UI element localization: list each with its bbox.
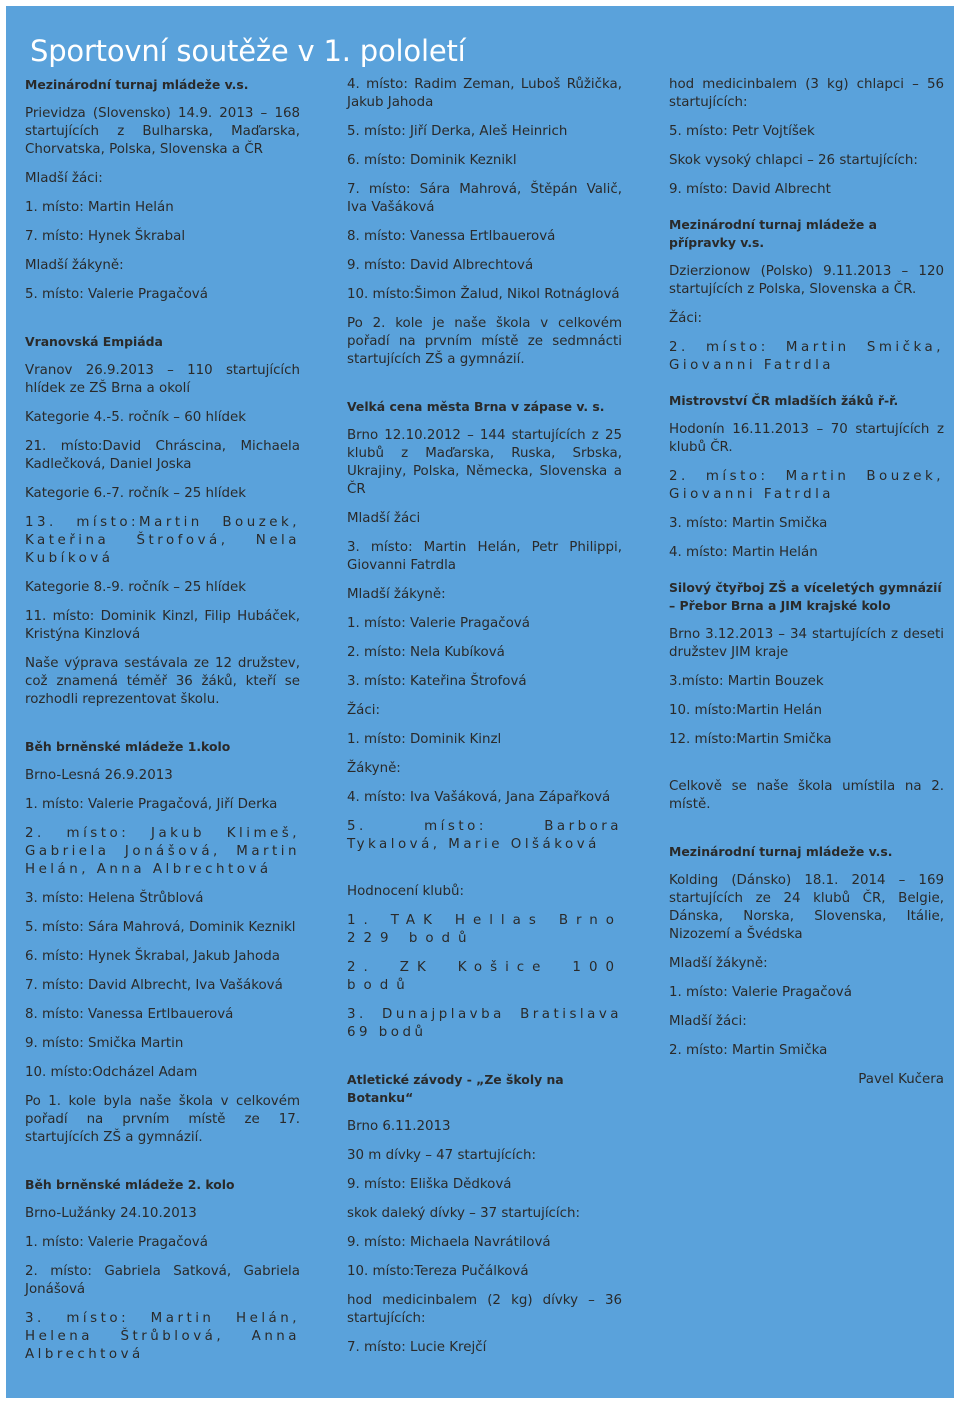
text-line: 2. místo: Nela Kubíková [347,645,505,660]
text-line: 3. místo: Kateřina Štrofová [347,674,527,689]
text-line: 1. místo: Valerie Pragačová [669,985,852,1000]
text-line: Po 1. kole byla naše škola v celkovém pořadí na prvním místě ze 17. startujících ZŠ a gymnázií. [25,1094,300,1145]
text-line: 11. místo: Dominik Kinzl, Filip Hubáček, Kristýna Kinzlová [25,609,300,642]
text-line: 1. TAK Hellas Brno 229 bodů [347,913,622,946]
section-heading: Běh brněnské mládeže 1.kolo [25,739,231,754]
text-line: 8. místo: Vanessa Ertlbauerová [347,229,556,244]
text-line: 3. Dunajplavba Bratislava 69 bodů [347,1007,622,1040]
text-line: 30 m dívky – 47 startujících: [347,1148,537,1163]
text-line: 10. místo:Martin Helán [669,703,822,718]
text-line: Žákyně: [347,761,401,776]
text-line: 13. místo:Martin Bouzek, Kateřina Štrofová, Nela Kubíková [25,515,300,566]
text-line: 2. místo: Martin Bouzek, Giovanni Fatrdla [669,469,944,502]
text-line: Hodnocení klubů: [347,884,464,899]
text-line: 5. místo: Barbora Tykalová, Marie Olšáková [347,819,622,852]
section-heading: Mezinárodní turnaj mládeže v.s. [669,844,893,859]
text-line: 10. místo:Odcházel Adam [25,1065,198,1080]
text-line: 5. místo: Petr Vojtíšek [669,124,815,139]
spacer [25,315,300,333]
text-line: Brno 6.11.2013 [347,1119,451,1134]
text-line: 3. místo: Martin Smička [669,516,828,531]
text-line: 5. místo: Valerie Pragačová [25,287,208,302]
text-line: 8. místo: Vanessa Ertlbauerová [25,1007,234,1022]
text-line: Kategorie 8.-9. ročník – 25 hlídek [25,580,246,595]
section-heading: Silový čtyřboj ZŠ a víceletých gymnázií – Přebor Brna a JIM krajské kolo [669,580,942,613]
text-line: 7. místo: Sára Mahrová, Štěpán Valič, Iva Vašáková [347,182,622,215]
text-line: Žáci: [347,703,380,718]
text-line: Mladší žáci: [25,171,103,186]
text-line: skok daleký dívky – 37 startujících: [347,1206,580,1221]
text-line: Celkově se naše škola umístila na 2. místě. [669,779,944,812]
text-line: 10. místo:Šimon Žalud, Nikol Rotnáglová [347,287,620,302]
page [6,6,954,1398]
column-2 [347,76,622,1368]
section-heading: Atletické závody - „Ze školy na Botanku“ [347,1072,564,1105]
text-line: 2. ZK Košice 100 bodů [347,960,622,993]
text-line: 6. místo: Dominik Keznikl [347,153,517,168]
text-line: Dzierzionow (Polsko) 9.11.2013 – 120 startujících z Polska, Slovenska a ČR. [669,264,944,297]
text-line: Hodonín 16.11.2013 – 70 startujících z klubů ČR. [669,422,944,455]
text-line: 1. místo: Dominik Kinzl [347,732,502,747]
column-3 [669,76,944,1100]
text-line: 9. místo: David Albrecht [669,182,831,197]
text-line: Mladší žákyně: [25,258,124,273]
text-line: 7. místo: Hynek Škrabal [25,229,186,244]
text-line: Žáci: [669,311,702,326]
text-line: 1. místo: Valerie Pragačová [25,1235,208,1250]
text-line: Naše výprava sestávala ze 12 družstev, což znamená téměř 36 žáků, kteří se rozhodli reprezentovat školu. [25,656,300,707]
text-line: Pavel Kučera [858,1072,944,1087]
section-heading: Mezinárodní turnaj mládeže a přípravky v.s. [669,217,877,250]
spacer [669,760,944,778]
text-line: 5. místo: Jiří Derka, Aleš Heinrich [347,124,568,139]
section-heading: Mistrovství ČR mladších žáků ř-ř. [669,393,899,408]
spacer [347,1053,622,1071]
text-line: 5. místo: Sára Mahrová, Dominik Keznikl [25,920,296,935]
text-line: 2. místo: Martin Smička, Giovanni Fatrdla [669,340,944,373]
text-line: 10. místo:Tereza Pučálková [347,1264,529,1279]
spacer [347,865,622,883]
text-line: 9. místo: Michaela Navrátilová [347,1235,551,1250]
text-line: Vranov 26.9.2013 – 110 startujících hlídek ze ZŠ Brna a okolí [25,363,300,396]
text-line: 3. místo: Martin Helán, Helena Štrůblová, Anna Albrechtová [25,1311,300,1362]
text-line: Brno-Lesná 26.9.2013 [25,768,173,783]
text-line: 2. místo: Jakub Klimeš, Gabriela Jonášová, Martin Helán, Anna Albrechtová [25,826,300,877]
section-heading: Mezinárodní turnaj mládeže v.s. [25,77,249,92]
text-line: 2. místo: Martin Smička [669,1043,828,1058]
text-line: 21. místo:David Chráscina, Michaela Kadlečková, Daniel Joska [25,439,300,472]
text-line: Mladší žákyně: [669,956,768,971]
column-1 [25,76,300,1375]
text-line: 4. místo: Iva Vašáková, Jana Zápařková [347,790,611,805]
page-title: Sportovní soutěže v 1. pololetí [30,34,466,68]
text-line: 4. místo: Martin Helán [669,545,818,560]
text-line: 2. místo: Gabriela Satková, Gabriela Jonášová [25,1264,300,1297]
text-line: Brno-Lužánky 24.10.2013 [25,1206,197,1221]
text-line: 9. místo: Smička Martin [25,1036,184,1051]
text-line: Kategorie 6.-7. ročník – 25 hlídek [25,486,246,501]
text-line: 6. místo: Hynek Škrabal, Jakub Jahoda [25,949,280,964]
text-line: Kolding (Dánsko) 18.1. 2014 – 169 startujících ze 24 klubů ČR, Belgie, Dánska, Norska, Slovenska, Itálie, Nizozemí a Švédska [669,873,944,942]
section-heading: Vranovská Empiáda [25,334,163,349]
section-heading: Velká cena města Brna v zápase v. s. [347,399,605,414]
section-heading: Běh brněnské mládeže 2. kolo [25,1177,235,1192]
text-line: Po 2. kole je naše škola v celkovém pořadí na prvním místě ze sedmnácti startujících ZŠ a gymnázií. [347,316,622,367]
text-line: 1. místo: Martin Helán [25,200,174,215]
text-line: 9. místo: Eliška Dědková [347,1177,512,1192]
text-line: 1. místo: Valerie Pragačová [347,616,530,631]
text-line: 1. místo: Valerie Pragačová, Jiří Derka [25,797,278,812]
spacer [25,1158,300,1176]
text-line: Kategorie 4.-5. ročník – 60 hlídek [25,410,246,425]
spacer [669,825,944,843]
text-line: Brno 12.10.2012 – 144 startujících z 25 klubů z Maďarska, Ruska, Srbska, Ukrajiny, Polska, Německa, Slovenska a ČR [347,428,622,497]
text-line: Mladší žáci [347,511,421,526]
text-line: 4. místo: Radim Zeman, Luboš Růžička, Jakub Jahoda [347,77,622,110]
text-line: 3. místo: Helena Štrůblová [25,891,204,906]
spacer [25,720,300,738]
text-line: 9. místo: David Albrechtová [347,258,534,273]
text-line: hod medicinbalem (2 kg) dívky – 36 startujících: [347,1293,622,1326]
text-line: 7. místo: Lucie Krejčí [347,1340,487,1355]
spacer [347,380,622,398]
text-line: 12. místo:Martin Smička [669,732,832,747]
text-line: hod medicinbalem (3 kg) chlapci – 56 startujících: [669,77,944,110]
text-line: 3. místo: Martin Helán, Petr Philippi, Giovanni Fatrdla [347,540,622,573]
text-line: Mladší žákyně: [347,587,446,602]
text-line: 3.místo: Martin Bouzek [669,674,824,689]
text-line: Prievidza (Slovensko) 14.9. 2013 – 168 startujících z Bulharska, Maďarska, Chorvatska, Polska, Slovenska a ČR [25,106,300,157]
text-line: Brno 3.12.2013 – 34 startujících z deseti družstev JIM kraje [669,627,944,660]
text-line: Skok vysoký chlapci – 26 startujících: [669,153,918,168]
text-line: Mladší žáci: [669,1014,747,1029]
text-line: 7. místo: David Albrecht, Iva Vašáková [25,978,283,993]
